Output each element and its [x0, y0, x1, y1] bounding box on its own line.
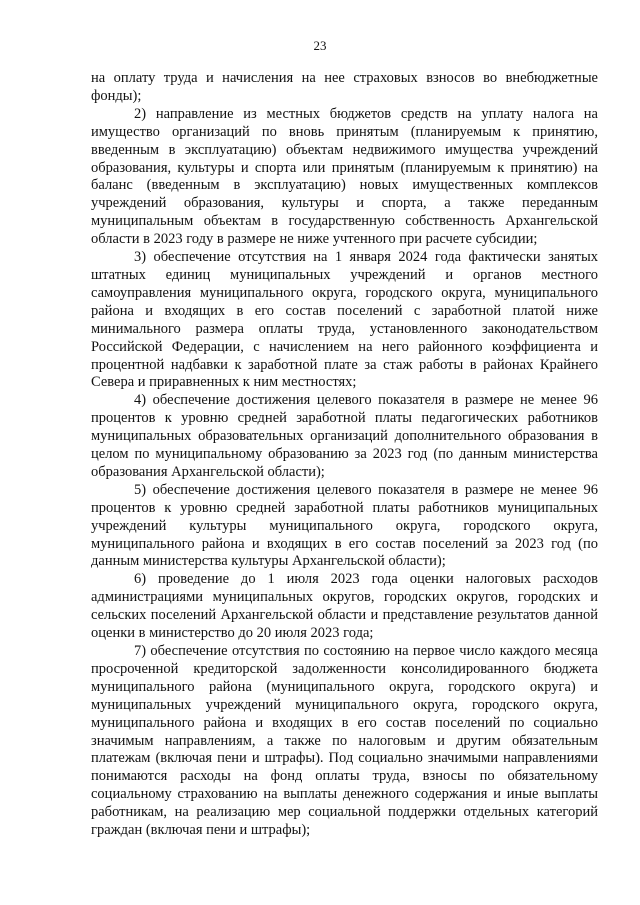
- paragraph-item-2: 2) направление из местных бюджетов средств на уплату налога на имущество организаций по вновь принятым (планируемым к принятию, введенным в эксплуатацию) объектам недвижимого имущества учреждений образования, культуры и спорта или принятым (планируемым к принятию) на баланс (введенным в эксплуатацию) новых имущественных комплексов учреждений образования, культуры и спорта, а также переданным муниципальным объектам в государственную собственность Архангельской области в 2023 году в размере не ниже учтенного при расчете субсидии;: [91, 105, 598, 248]
- paragraph-item-3: 3) обеспечение отсутствия на 1 января 2024 года фактически занятых штатных единиц муниципальных учреждений и органов местного самоуправления муниципального округа, городского округа, муниципального района и входящих в его состав поселений с заработной платой ниже минимального размера оплаты труда, установленного законодательством Российской Федерации, с начислением на него районного коэффициента и процентной надбавки к заработной плате за стаж работы в районах Крайнего Севера и приравненных к ним местностях;: [91, 249, 598, 391]
- page-number: 23: [313, 38, 327, 53]
- paragraph-item-5: 5) обеспечение достижения целевого показателя в размере не менее 96 процентов к уровню средней заработной платы работников муниципальных учреждений культуры муниципального округа, городского округа, муниципального района и входящих в его состав поселений за 2023 год (по данным министерства культуры Архангельской области);: [91, 481, 598, 570]
- paragraph-item-4: 4) обеспечение достижения целевого показателя в размере не менее 96 процентов к уровню средней заработной платы педагогических работников муниципальных образовательных организаций дополнительного образования в целом по муниципальному образованию за 2023 год (по данным министерства образования Архангельской области);: [91, 392, 598, 480]
- paragraph-item-7: 7) обеспечение отсутствия по состоянию на первое число каждого месяца просроченной кредиторской задолженности консолидированного бюджета муниципального района (муниципального округа, городского округа) и муниципальных учреждений муниципального округа, городского округа, муниципального района и входящих в его состав поселений по социально значимым направлениям, а также по налоговым и другим обязательным платежам (включая пени и штрафы). Под социально значимыми направлениями понимаются расходы на фонд оплаты труда, взносы по обязательному социальному страхованию на выплаты денежного содержания и иные выплаты работникам, на реализацию мер социальной поддержки отдельных категорий граждан (включая пени и штрафы);: [91, 643, 598, 839]
- paragraph-item-6: 6) проведение до 1 июля 2023 года оценки налоговых расходов администрациями муниципальных округов, городских округов, городских и сельских поселений Архангельской области и представление результатов данной оценки в министерство до 20 июля 2023 года;: [91, 571, 598, 642]
- document-body: [91, 70, 598, 840]
- paragraph-continuation: на оплату труда и начисления на нее страховых взносов во внебюджетные фонды);: [91, 70, 598, 104]
